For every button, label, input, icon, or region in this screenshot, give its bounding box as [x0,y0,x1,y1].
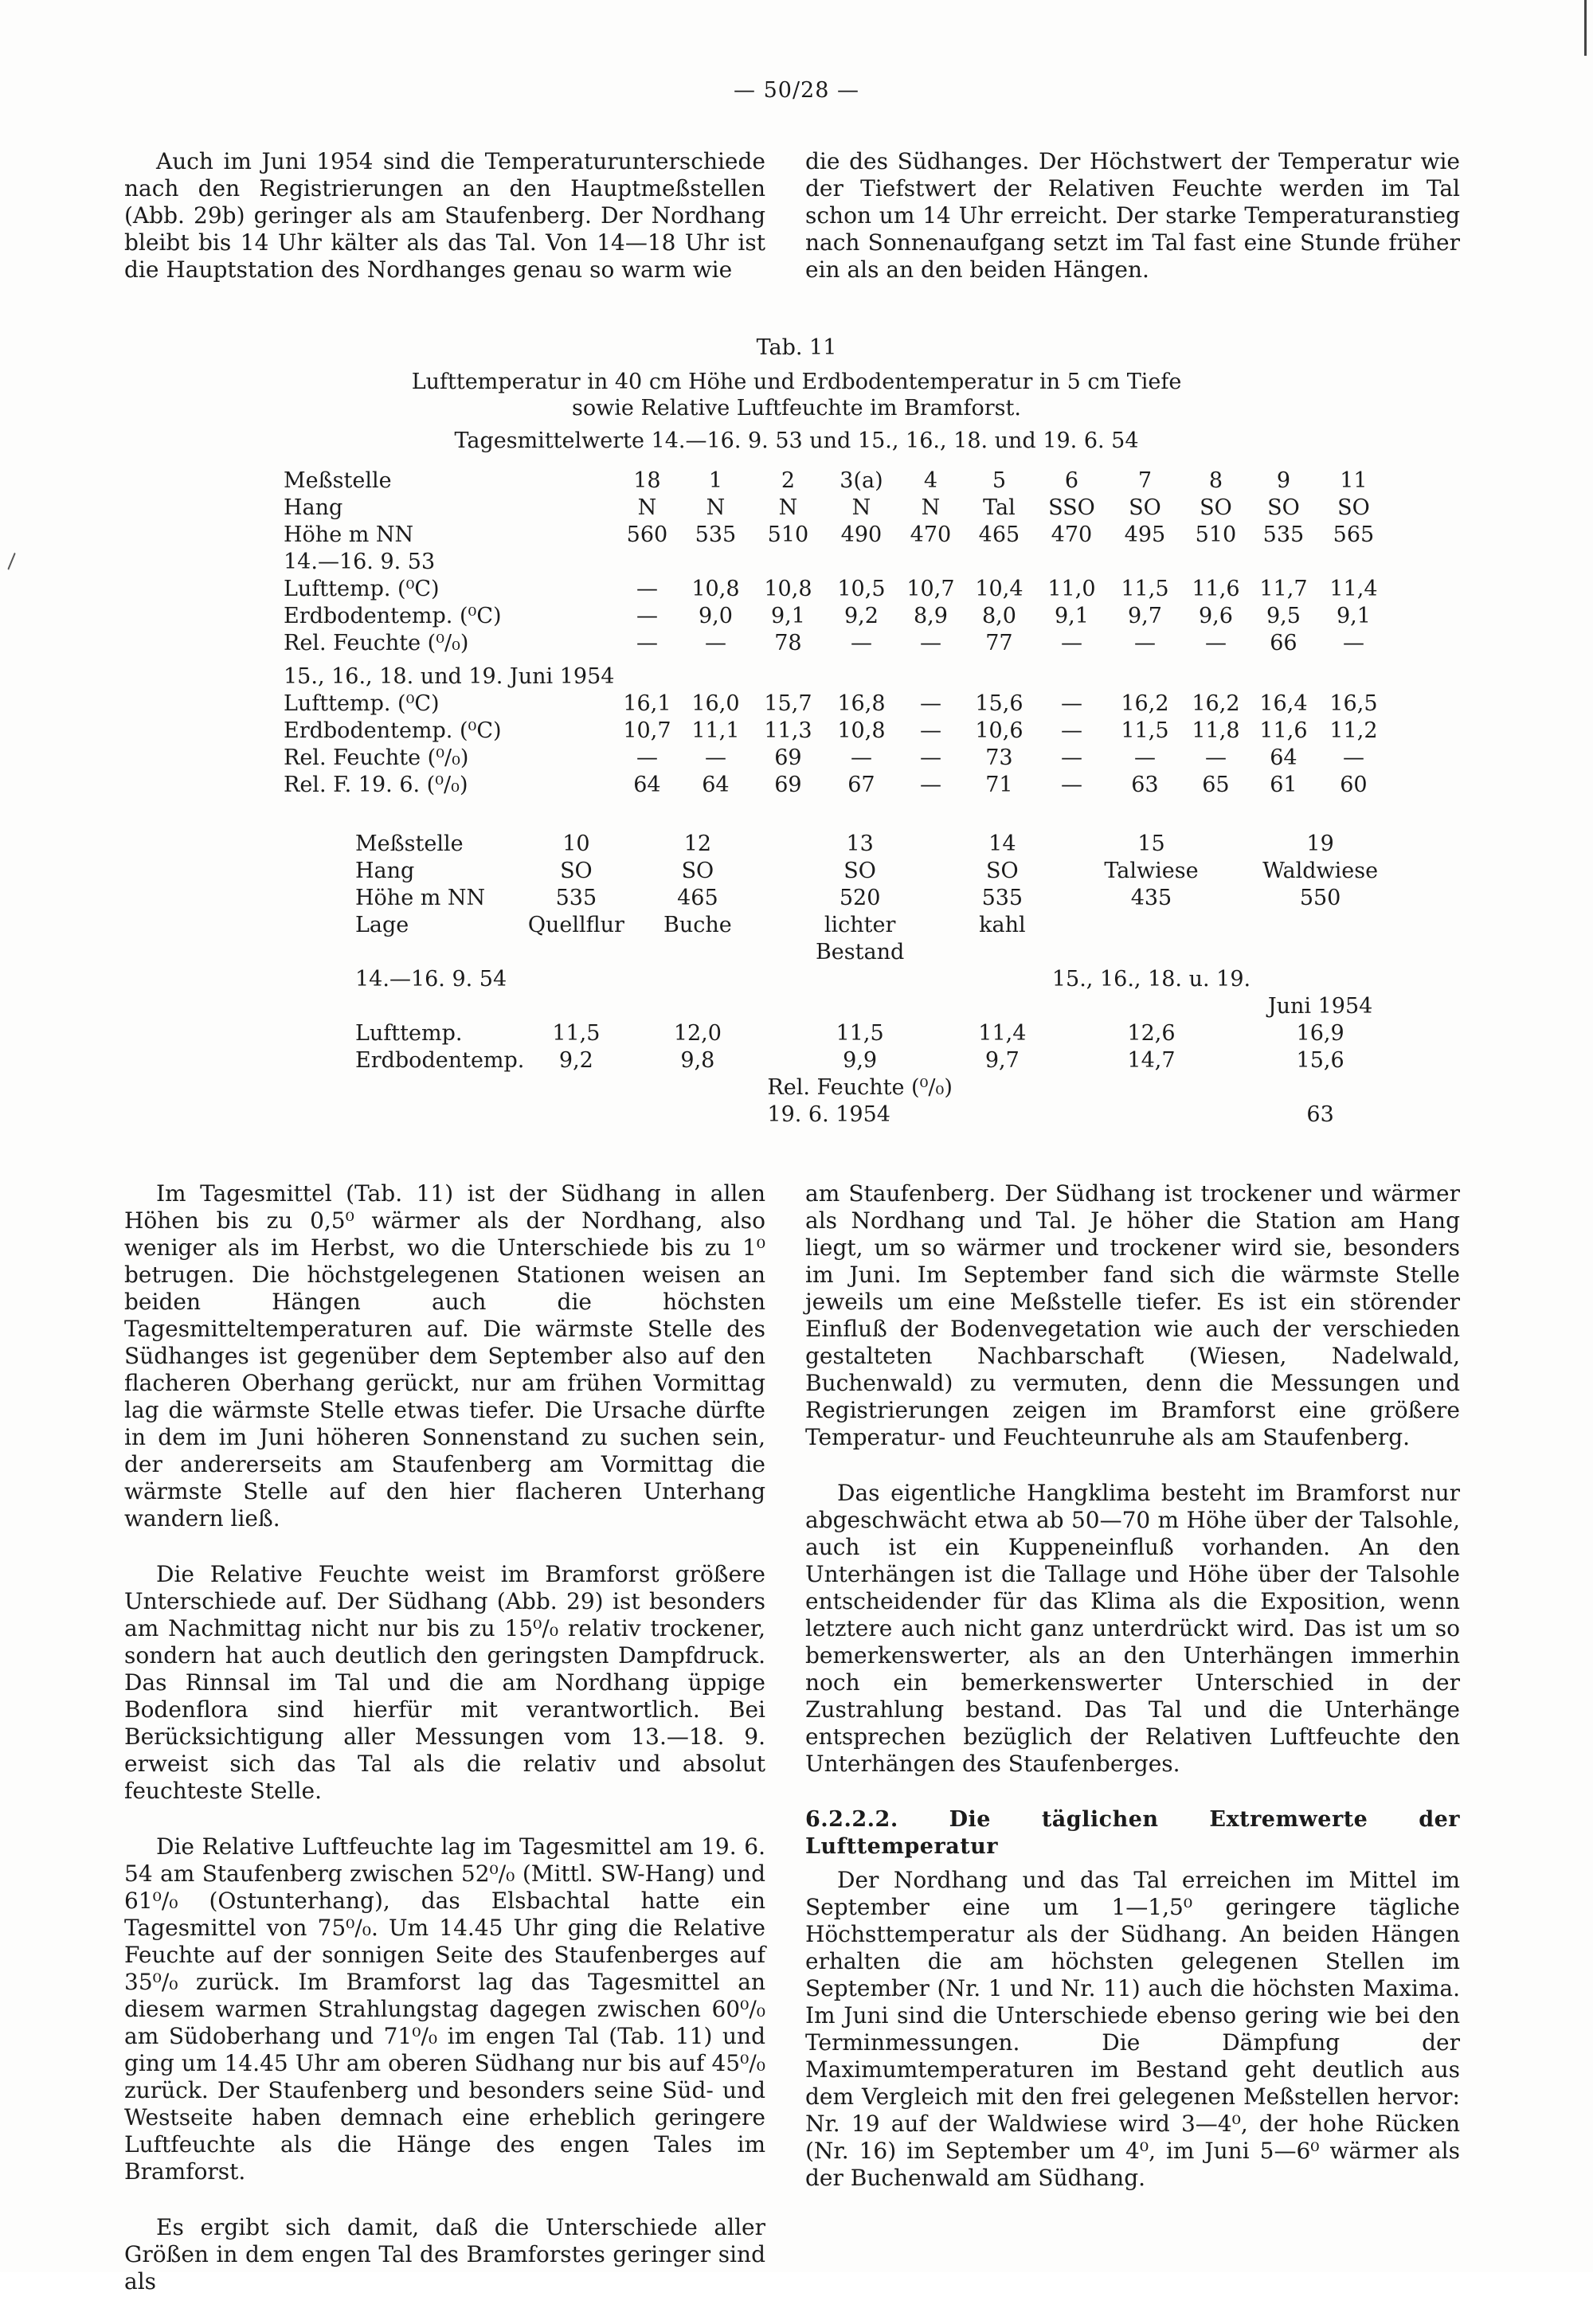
table-row [284,691,1390,718]
intro-left-column [124,148,765,312]
table-cell: 535 [1262,522,1305,547]
table-cell: 11,1 [691,718,740,743]
table-cell: — [1060,691,1082,716]
table-cell: 10,5 [837,577,886,601]
table-cell: — [636,577,658,601]
table-cell: N [778,495,798,520]
table-row [355,1102,1390,1129]
table-cell: kahl [979,913,1026,937]
table-cell: 10 [562,831,590,856]
table-cell: 11 [1340,468,1368,493]
table-cell: 11,5 [836,1021,884,1046]
table-row [355,940,1390,967]
row-label: 14.—16. 9. 53 [284,550,436,574]
table-cell: 12,6 [1127,1021,1176,1046]
table-cell: 510 [1195,522,1237,547]
table-cell [1052,1075,1251,1102]
table-cell: 9,2 [558,1048,593,1073]
table-title-line1: Lufttemperatur in 40 cm Höhe und Erdbodentemperatur in 5 cm Tiefe [411,370,1182,394]
table-cell [1108,664,1181,691]
table-cell: SO [681,859,714,883]
table-label: Tab. 11 [756,335,837,360]
table-cell [614,664,679,691]
table-cell: 11,4 [978,1021,1027,1046]
table-row [355,1021,1390,1048]
table-cell [1108,550,1181,577]
table-title-line2: sowie Relative Luftfeuchte im Bramforst. [572,396,1021,421]
table-cell: lichter [824,913,896,937]
table-cell: Buche [663,913,732,937]
row-label: 15., 16., 18. und 19. Juni 1954 [284,664,615,689]
table-cell: SO [1129,495,1161,520]
table-cell: 71 [985,773,1013,797]
row-label [355,1102,524,1129]
table-cell [953,940,1052,967]
table-row [355,1075,1390,1102]
table-cell: 16,9 [1296,1021,1344,1046]
table-cell: 11,7 [1259,577,1308,601]
table-cell: 10,8 [764,577,812,601]
table-caption [239,335,1354,454]
table-cell: 19. 6. 1954 [767,1102,890,1127]
table-cell: 11,5 [1121,718,1169,743]
table-cell: 9 [1276,468,1291,493]
table-cell: 465 [677,886,718,910]
table-cell: 435 [1130,886,1172,910]
table-cell: SO [1200,495,1232,520]
table-cell: 9,1 [770,604,805,628]
row-label: Lufttemp. (⁰C) [284,577,440,601]
table-row [284,522,1390,550]
intro-paragraph-left: Auch im Juni 1954 sind die Temperaturunterschiede nach den Registrierungen an den Hauptmeßstellen (Abb. 29b) geringer als am Staufenberg. Der Nordhang bleibt bis 14 Uhr kälter als das Tal. Von 14—18 Uhr ist die Hauptstation des Nordhanges genau so warm wie [124,148,765,283]
row-label: Erdbodentemp. (⁰C) [284,718,502,743]
table-cell [1052,940,1251,967]
table-cell: — [919,745,941,770]
table-cell: 11,6 [1192,577,1240,601]
table-cell: 14 [988,831,1016,856]
table-cell: — [1133,631,1156,655]
table-cell: 15,6 [975,691,1024,716]
body-left-column [124,1180,765,2324]
table-cell [679,664,751,691]
table-cell: 16,2 [1192,691,1240,716]
table-cell: 61 [1270,773,1297,797]
table-cell: 9,1 [1336,604,1371,628]
table-cell: 63 [1306,1102,1334,1127]
table-cell: 16,1 [623,691,671,716]
table-cell: — [850,745,872,770]
table-cell: 465 [978,522,1020,547]
table-cell: — [919,691,941,716]
table-cell: 495 [1124,522,1166,547]
row-label: Rel. Feuchte (⁰/₀) [284,631,469,655]
table-cell [628,1075,767,1102]
table-row [355,967,1390,994]
row-label: Lufttemp. (⁰C) [284,691,440,716]
table-cell: 9,0 [698,604,733,628]
data-table-part1 [284,468,1390,800]
table-cell [1035,664,1108,691]
section-paragraph: Der Nordhang und das Tal erreichen im Mittel im September eine um 1—1,5⁰ geringere tägliche Höchsttemperatur als der Südhang. An beiden Hängen erhalten die am höchsten gelegenen Stellen im September (Nr. 1 und Nr. 11) auch die höchsten Maxima. Im Juni sind die Unterschiede ebenso gering wie bei den Terminmessungen. Die Dämpfung der Maximumtemperaturen im Bestand geht deutlich aus dem Vergleich mit den frei gelegenen Meßstellen hervor: Nr. 19 auf der Waldwiese wird 3—4⁰, der hohe Rücken (Nr. 16) im September um 4⁰, im Juni 5—6⁰ wärmer als der Buchenwald am Südhang. [805,1867,1460,2191]
table-cell: Quellflur [527,913,624,937]
table-cell [751,550,824,577]
row-label [355,994,524,1021]
table-cell: 10,7 [906,577,955,601]
table-cell: 470 [1051,522,1093,547]
table-cell [1251,940,1390,967]
table-cell: 550 [1299,886,1341,910]
table-row [284,718,1390,745]
table-cell: — [1204,745,1227,770]
row-label: Höhe m NN [355,886,486,910]
paragraph-left-4: Es ergibt sich damit, daß die Unterschiede aller Größen in dem engen Tal des Bramforstes geringer sind als [124,2214,765,2295]
table-cell: 535 [981,886,1024,910]
paragraph-left-3: Die Relative Luftfeuchte lag im Tagesmittel am 19. 6. 54 am Staufenberg zwischen 52⁰/₀ (Mittl. SW-Hang) und 61⁰/₀ (Ostunterhang), das Elsbachtal hatte ein Tagesmittel von 75⁰/₀. Um 14.45 Uhr ging die Relative Feuchte auf der sonnigen Seite des Staufenberges auf 35⁰/₀ zurück. Im Bramforst lag das Tagesmittel an diesem warmen Strahlungstag dagegen zwischen 60⁰/₀ am Südoberhang und 71⁰/₀ im engen Tal (Tab. 11) und ging um 14.45 Uhr am oberen Südhang nur bis auf 45⁰/₀ zurück. Der Staufenberg und besonders seine Süd- und Westseite haben demnach eine erheblich geringere Luftfeuchte als die Hänge des engen Tales im Bramforst. [124,1833,765,2185]
table-cell: 520 [839,886,881,910]
table-cell [1251,913,1390,940]
table-cell: — [636,631,658,655]
table-cell: Rel. Feuchte (⁰/₀) [767,1075,953,1100]
table-cell: 15., 16., 18. u. 19. [1051,967,1251,992]
table-cell: 11,5 [1121,577,1169,601]
row-label: Erdbodentemp. (⁰C) [284,604,502,628]
table-cell: 12,0 [673,1021,722,1046]
table-cell: — [919,773,941,797]
table-cell: 9,9 [843,1048,878,1073]
table-cell: 5 [992,468,1007,493]
table-cell: Waldwiese [1262,859,1379,883]
table-cell: 69 [774,773,802,797]
table-cell: 2 [781,468,796,493]
table-row [355,913,1390,940]
table-row [355,859,1390,886]
table-cell: 16,4 [1259,691,1308,716]
table-cell: 64 [633,773,661,797]
table-cell: SO [1337,495,1370,520]
table-cell: 510 [767,522,809,547]
table-cell [524,1102,628,1129]
table-cell [628,967,767,994]
table-cell: 19 [1306,831,1334,856]
row-label: Rel. F. 19. 6. (⁰/₀) [284,773,468,797]
table-cell [1181,550,1250,577]
table-cell: 64 [1270,745,1297,770]
table-cell [963,664,1035,691]
table-cell: 15,6 [1296,1048,1344,1073]
table-cell: — [704,745,726,770]
page-number: — 50/28 — [734,78,859,103]
table-cell: 7 [1137,468,1153,493]
table-cell: 6 [1064,468,1079,493]
table-cell [898,664,963,691]
table-cell: 15,7 [764,691,812,716]
table-cell [614,550,679,577]
table-cell [963,550,1035,577]
row-label: Lufttemp. [355,1021,463,1046]
table-cell: 8,0 [981,604,1016,628]
table-cell: 10,6 [975,718,1024,743]
table-cell: 16,8 [837,691,886,716]
table-cell: 78 [774,631,802,655]
table-subtitle: Tagesmittelwerte 14.—16. 9. 53 und 15., 16., 18. und 19. 6. 54 [454,428,1139,453]
table-cell [628,940,767,967]
table-cell: 9,7 [1127,604,1162,628]
table-cell: — [1342,745,1364,770]
table-row [355,994,1390,1021]
table-cell: 14,7 [1127,1048,1176,1073]
table-cell [953,1102,1052,1129]
table-cell: 9,8 [680,1048,715,1073]
table-cell: 9,7 [984,1048,1020,1073]
table-cell [767,967,952,994]
row-label: Lage [355,913,409,937]
table-cell: Talwiese [1104,859,1199,883]
table-cell: 77 [985,631,1013,655]
table-cell [824,664,898,691]
table-cell: 9,1 [1054,604,1089,628]
data-table-part2 [355,831,1390,1129]
table-cell: — [1060,631,1082,655]
table-row [284,577,1390,604]
row-label: Erdbodentemp. [355,1048,525,1073]
table-cell [679,550,751,577]
table-cell: 16,5 [1329,691,1378,716]
table-cell: — [704,631,726,655]
table-cell: 66 [1270,631,1297,655]
table-cell [524,967,628,994]
table-cell: — [919,631,941,655]
table-cell: SO [1267,495,1300,520]
row-label: Hang [284,495,343,520]
table-cell: — [1060,745,1082,770]
table-cell: SO [560,859,593,883]
table-cell: — [1060,718,1082,743]
table-cell: N [921,495,941,520]
table-cell: 11,4 [1329,577,1378,601]
table-cell: 60 [1340,773,1368,797]
table-cell: — [919,718,941,743]
table-cell: — [636,745,658,770]
row-label [355,1075,524,1102]
table-cell: N [637,495,657,520]
table-cell: — [1133,745,1156,770]
table-cell [524,940,628,967]
table-cell: 535 [555,886,597,910]
paragraph-right-2: Das eigentliche Hangklima besteht im Bramforst nur abgeschwächt etwa ab 50—70 m Höhe über der Talsohle, auch ist ein Kuppeneinfluß vorhanden. An den Unterhängen ist die Tallage und Höhe über der Talsohle entscheidender für das Klima als die Exposition, wenn letztere auch nicht ganz unterdrückt wird. Das ist um so bemerkenswerter, als an den Unterhängen immerhin noch ein bemerkenswerter Unterschied in der Zustrahlung bestand. Das Tal und die Unterhänge entsprechen bezüglich der Relativen Luftfeuchte den Unterhängen des Staufenberges. [805,1480,1460,1777]
table-cell [524,1075,628,1102]
table-cell: 490 [840,522,883,547]
table-cell: 11,0 [1047,577,1096,601]
table-cell: — [1060,773,1082,797]
table-cell [767,994,952,1021]
table-row [355,831,1390,859]
table-row [284,495,1390,522]
table-cell: 11,6 [1259,718,1308,743]
table-cell: 4 [923,468,938,493]
body-right-column [805,1180,1460,2220]
table-cell: 10,8 [837,718,886,743]
table-cell [1250,550,1317,577]
paragraph-left-1: Im Tagesmittel (Tab. 11) ist der Südhang in allen Höhen bis zu 0,5⁰ wärmer als der Nordhang, also weniger als im Herbst, wo die Unterschiede bis zu 1⁰ betrugen. Die höchstgelegenen Stationen weisen an beiden Hängen auch die höchsten Tagesmitteltemperaturen auf. Die wärmste Stelle des Südhanges ist gegenüber dem September also auf den flacheren Oberhang gerückt, nur am frühen Vormittag lag die wärmste Stelle etwas tiefer. Die Ursache dürfte in dem im Juni höheren Sonnenstand zu suchen sein, der andererseits am Staufenberg am Vormittag die wärmste Stelle auf den hier flacheren Unterhang wandern ließ. [124,1180,765,1532]
table-cell [1052,1102,1251,1129]
table-cell: 63 [1131,773,1159,797]
table-cell: 9,5 [1266,604,1301,628]
table-cell: 8,9 [913,604,948,628]
table-cell [524,994,628,1021]
row-label: Meßstelle [284,468,392,493]
table-row [284,664,1390,691]
table-cell: 13 [846,831,874,856]
table-row [284,604,1390,631]
table-cell [1317,550,1390,577]
table-cell: Tal [983,495,1016,520]
table-cell: 8 [1208,468,1223,493]
table-cell [1035,550,1108,577]
table-cell: 18 [633,468,661,493]
table-cell: Bestand [815,940,905,964]
table-cell: — [636,604,658,628]
row-label: 14.—16. 9. 54 [355,967,507,992]
table-cell: 11,5 [552,1021,601,1046]
table-cell: SSO [1048,495,1095,520]
row-label: Meßstelle [355,831,464,856]
table-cell: Juni 1954 [1267,994,1373,1019]
table-cell: 12 [683,831,712,856]
table-row [284,773,1390,800]
table-cell [953,994,1052,1021]
table-row [355,1048,1390,1075]
scan-margin-tick: \ [1,550,22,573]
table-cell [628,994,767,1021]
table-cell: 10,4 [975,577,1024,601]
table-cell [1251,967,1390,994]
table-cell: 69 [774,745,802,770]
table-cell: 3(a) [840,468,883,493]
table-row [355,886,1390,913]
table-row [284,468,1390,495]
table-cell [628,1102,767,1129]
row-label: Höhe m NN [284,522,414,547]
table-cell: — [1204,631,1227,655]
intro-paragraph-right: die des Südhanges. Der Höchstwert der Temperatur wie der Tiefstwert der Relativen Feuchte werden im Tal schon um 14 Uhr erreicht. Der starke Temperaturanstieg nach Sonnenaufgang setzt im Tal fast eine Stunde früher ein als an den beiden Hängen. [805,148,1460,283]
table-cell [1052,994,1251,1021]
table-cell [1317,664,1390,691]
table-cell: 10,8 [691,577,740,601]
table-row [284,550,1390,577]
table-row [284,745,1390,773]
table-cell: 73 [985,745,1013,770]
table-cell: 16,0 [691,691,740,716]
table-cell: 11,2 [1329,718,1378,743]
table-cell: 560 [626,522,668,547]
table-cell [1181,664,1250,691]
table-cell: 470 [910,522,952,547]
intro-right-column [805,148,1460,312]
table-cell: 67 [847,773,875,797]
row-label: Rel. Feuchte (⁰/₀) [284,745,469,770]
table-cell [751,664,824,691]
table-cell: 535 [695,522,737,547]
paragraph-right-1: am Staufenberg. Der Südhang ist trockener und wärmer als Nordhang und Tal. Je höher die Station am Hang liegt, um so wärmer und trockener wird sie, besonders im Juni. Im September fand sich die wärmste Stelle jeweils um eine Meßstelle tiefer. Es ist ein störender Einfluß der Bodenvegetation wie auch der verschieden gestalteten Nachbarschaft (Wiesen, Nadelwald, Buchenwald) zu vermuten, denn die Messungen und Registrierungen zeigen im Bramforst eine größere Temperatur- und Feuchteunruhe als am Staufenberg. [805,1180,1460,1450]
table-cell [1250,664,1317,691]
table-cell: 65 [1202,773,1230,797]
table-cell [824,550,898,577]
section-heading: 6.2.2.2. Die täglichen Extremwerte der Lufttemperatur [805,1807,1460,1859]
table-cell [1052,913,1251,940]
table-cell [953,967,1052,994]
table-cell [898,550,963,577]
table-cell: 11,8 [1192,718,1240,743]
table-cell: — [1342,631,1364,655]
row-label [355,940,524,967]
table-cell: 64 [702,773,730,797]
table-cell: SO [843,859,876,883]
table-row [284,631,1390,664]
table-cell: SO [986,859,1019,883]
table-cell: — [850,631,872,655]
table-cell: 10,7 [623,718,671,743]
table-cell: N [706,495,726,520]
table-cell [1251,1075,1390,1102]
table-cell: 11,3 [764,718,812,743]
table-cell: 9,6 [1198,604,1233,628]
table-cell: 1 [708,468,723,493]
table-cell: 565 [1333,522,1375,547]
table-cell: 16,2 [1121,691,1169,716]
table-cell: N [851,495,871,520]
table-cell: 9,2 [843,604,879,628]
table-cell [953,1075,1052,1102]
table-cell: 15 [1137,831,1165,856]
row-label: Hang [355,859,415,883]
paragraph-left-2: Die Relative Feuchte weist im Bramforst größere Unterschiede auf. Der Südhang (Abb. 29) ist besonders am Nachmittag nicht nur bis zu 15⁰/₀ relativ trockener, sondern hat auch deutlich den geringsten Dampfdruck. Das Rinnsal im Tal und die am Nordhang üppige Bodenflora sind hierfür mit verantwortlich. Bei Berücksichtigung aller Messungen vom 13.—18. 9. erweist sich das Tal als die relativ und absolut feuchteste Stelle. [124,1561,765,1804]
scan-edge-mark [1584,0,1587,56]
